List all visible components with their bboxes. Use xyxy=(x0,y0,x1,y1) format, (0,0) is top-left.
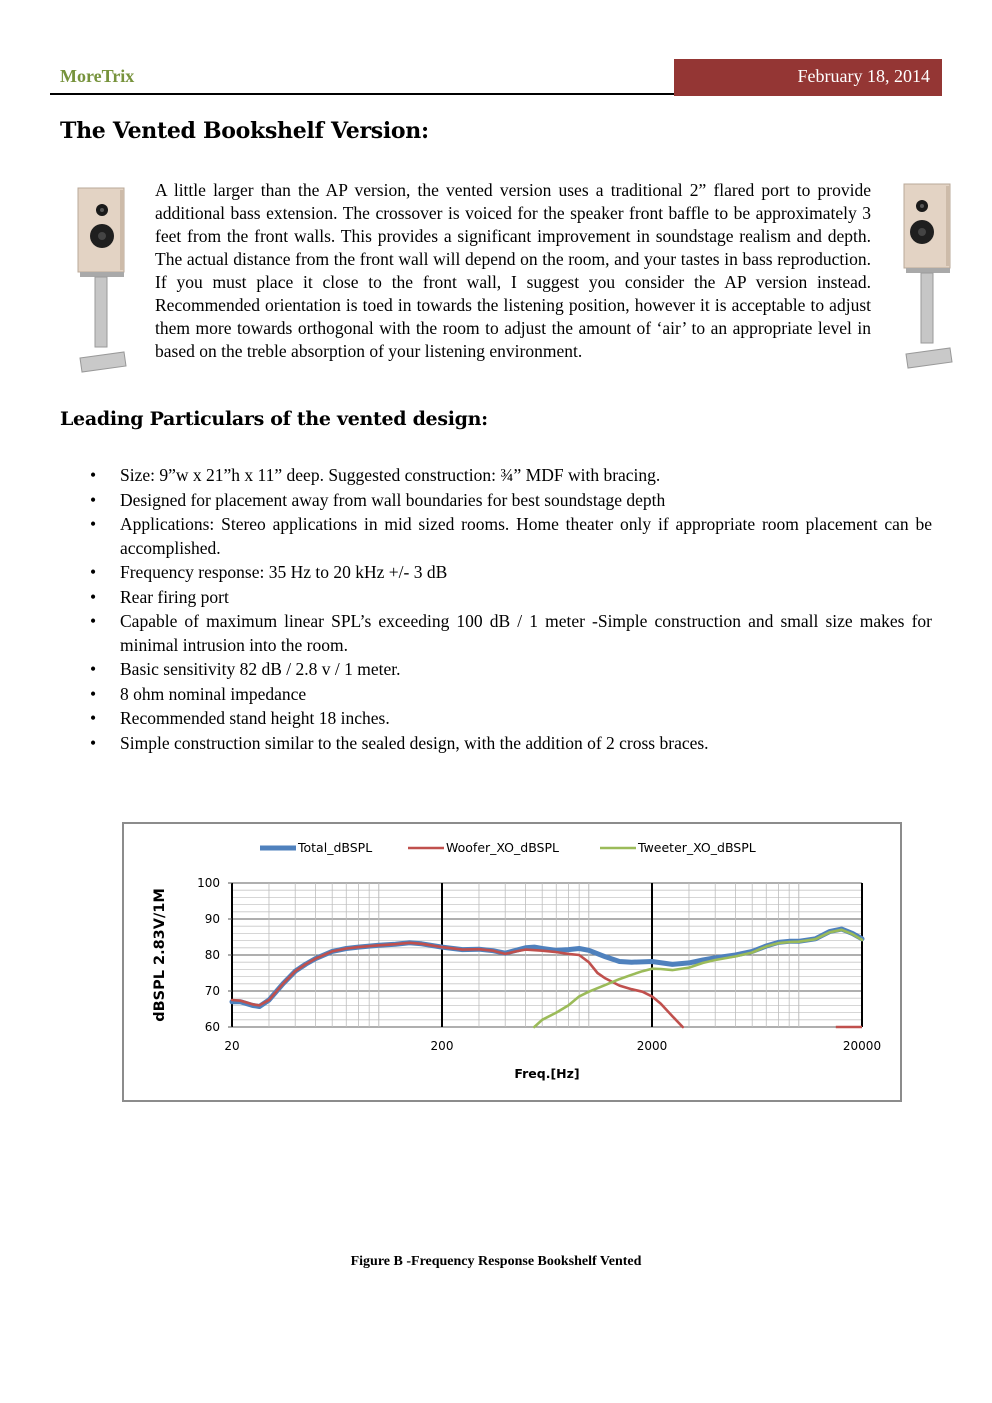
speaker-image-right xyxy=(902,182,954,372)
particulars-heading: Leading Particulars of the vented design: xyxy=(60,408,488,430)
list-item: • Recommended stand height 18 inches. xyxy=(60,707,932,731)
x-tick-label: 20000 xyxy=(842,1039,882,1053)
bullet-icon: • xyxy=(90,708,97,728)
list-item: • Simple construction similar to the sealed design, with the addition of 2 cross braces. xyxy=(60,732,932,756)
bullet-icon: • xyxy=(90,562,97,582)
frequency-response-chart xyxy=(122,822,902,1102)
list-item: • Rear firing port xyxy=(60,586,932,610)
list-item: • Frequency response: 35 Hz to 20 kHz +/- 3 dB xyxy=(60,561,932,585)
y-tick-label: 70 xyxy=(204,984,220,998)
list-item: • Applications: Stereo applications in mid sized rooms. Home theater only if appropriate room placement can be accomplished. xyxy=(90,514,932,558)
bullet-icon: • xyxy=(90,659,97,679)
legend-label: Woofer_XO_dBSPL xyxy=(446,840,559,855)
list-item: • Capable of maximum linear SPL’s exceeding 100 dB / 1 meter -Simple construction and small size makes for minimal intrusion into the room. xyxy=(90,611,932,655)
header-date: February 18, 2014 xyxy=(674,59,942,96)
x-tick-label: 2000 xyxy=(636,1039,668,1053)
chart-grid xyxy=(197,876,881,1053)
y-tick-label: 100 xyxy=(197,876,220,890)
header-brand: MoreTrix xyxy=(60,66,135,86)
bullet-icon: • xyxy=(90,611,97,631)
legend-label: Tweeter_XO_dBSPL xyxy=(638,840,756,855)
figure-caption: Figure B -Frequency Response Bookshelf Vented xyxy=(350,1254,642,1269)
bullet-icon: • xyxy=(90,489,97,510)
x-tick-label: 20 xyxy=(224,1039,240,1053)
intro-paragraph: A little larger than the AP version, the vented version uses a traditional 2” flared port to provide additional bass extension. The crossover is voiced for the speaker front baffle to be approximately 3 feet from the front walls. This provides a significant improvement in soundstage realism and depth. The actual distance from the front wall will depend on the room, and your tastes in bass reproduction. If you must place it close to the front wall, I suggest you consider the AP version instead. Recommended orientation is toed in towards the listening position, however it is acceptable to adjust them more towards orthogonal with the room to adjust the amount of ‘air’ to an appropriate level in based on the treble absorption of your listening environment. xyxy=(155,180,871,361)
legend-label: Total_dBSPL xyxy=(298,840,373,855)
speaker-image-left xyxy=(76,186,128,376)
y-tick-label: 80 xyxy=(204,948,220,962)
list-item: • Basic sensitivity 82 dB / 2.8 v / 1 meter. xyxy=(60,658,932,682)
list-item: • Designed for placement away from wall boundaries for best soundstage depth xyxy=(60,489,932,513)
list-item: • 8 ohm nominal impedance xyxy=(60,683,932,707)
page-title: The Vented Bookshelf Version: xyxy=(60,118,429,144)
list-item: • Size: 9”w x 21”h x 11” deep. Suggested construction: ¾” MDF with bracing. xyxy=(60,464,932,488)
bullet-icon: • xyxy=(90,586,97,607)
bullet-icon: • xyxy=(90,683,97,704)
bullet-icon: • xyxy=(90,732,97,753)
bullet-icon: • xyxy=(90,465,97,485)
chart-legend xyxy=(260,840,756,855)
y-tick-label: 90 xyxy=(204,912,220,926)
x-axis-label: Freq.[Hz] xyxy=(514,1066,580,1081)
x-tick-label: 200 xyxy=(430,1039,454,1053)
bullet-icon: • xyxy=(90,514,97,534)
y-tick-label: 60 xyxy=(204,1020,220,1034)
y-axis-label: dBSPL 2.83V/1M xyxy=(152,888,168,1022)
header-rule xyxy=(50,93,674,95)
particulars-list xyxy=(60,464,932,756)
chart-svg xyxy=(124,824,900,1100)
